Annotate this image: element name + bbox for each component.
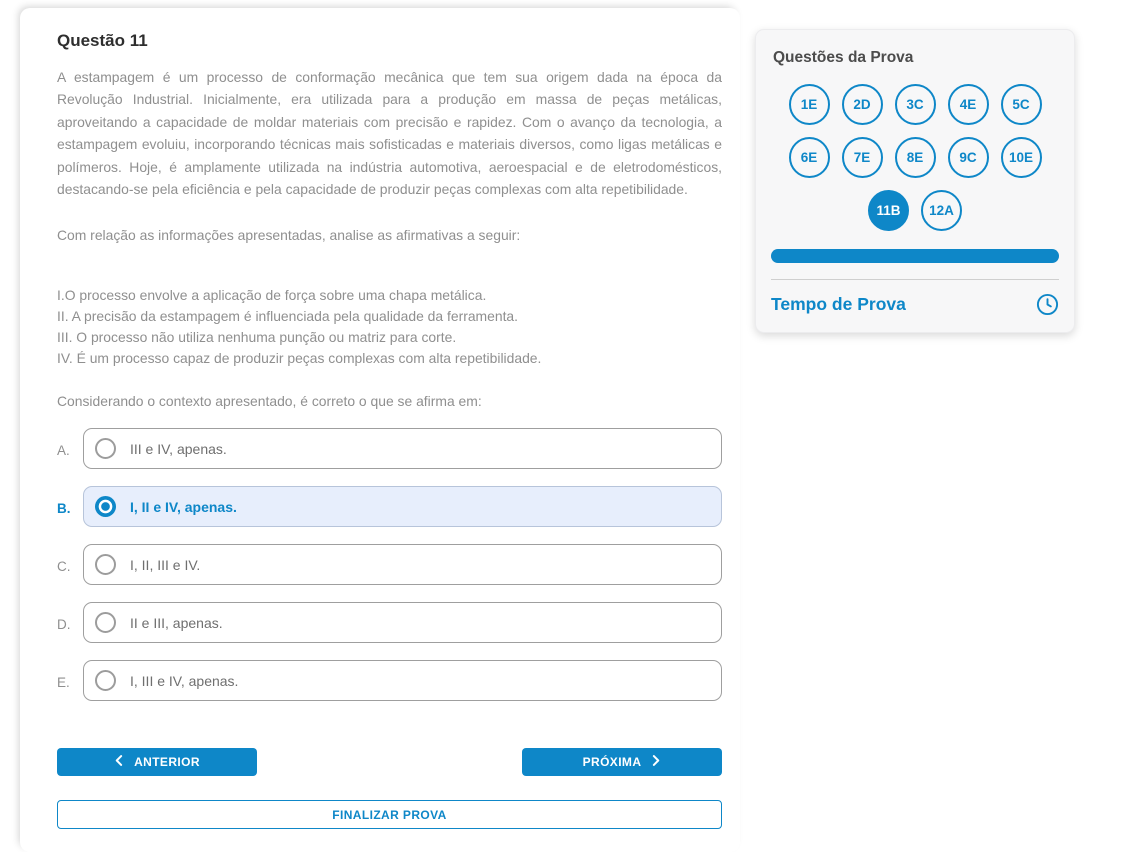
option-text: I, III e IV, apenas. [130, 672, 239, 689]
question-badge-1[interactable]: 1E [789, 84, 830, 125]
answer-options [57, 428, 722, 701]
radio-icon[interactable] [95, 670, 116, 691]
question-title: Questão 11 [57, 31, 148, 50]
option-text: I, II e IV, apenas. [130, 498, 237, 515]
question-badge-7[interactable]: 7E [842, 137, 883, 178]
question-badge-8[interactable]: 8E [895, 137, 936, 178]
question-badge-9[interactable]: 9C [948, 137, 989, 178]
option-row-a [57, 428, 722, 469]
option-letter: D. [57, 617, 71, 633]
option-letter: E. [57, 675, 70, 691]
option-c[interactable] [83, 544, 722, 585]
question-badge-12[interactable]: 12A [921, 190, 962, 231]
option-e[interactable] [83, 660, 722, 701]
question-badge-grid [779, 84, 1051, 231]
option-letter: B. [57, 501, 71, 517]
progress-fill [771, 249, 1059, 263]
question-instruction-answer: Considerando o contexto apresentado, é correto o que se afirma em: [57, 393, 482, 410]
option-b[interactable] [83, 486, 722, 527]
option-d[interactable] [83, 602, 722, 643]
next-button-label: PRÓXIMA [582, 755, 642, 770]
exam-sidebar [755, 29, 1075, 333]
radio-icon[interactable] [95, 612, 116, 633]
statement-iii: III. O processo não utiliza nenhuma punção ou matriz para corte. [57, 329, 457, 346]
option-letter: C. [57, 559, 71, 575]
option-letter: A. [57, 443, 70, 459]
question-panel [20, 8, 740, 852]
question-badge-10[interactable]: 10E [1001, 137, 1042, 178]
clock-icon[interactable] [1036, 293, 1059, 316]
next-button[interactable] [522, 748, 722, 776]
chevron-left-icon [114, 755, 125, 769]
option-text: I, II, III e IV. [130, 556, 201, 573]
statement-list [57, 285, 722, 369]
radio-icon[interactable] [95, 496, 116, 517]
statement-i: I.O processo envolve a aplicação de força sobre uma chapa metálica. [57, 287, 487, 304]
statement-iv: IV. É um processo capaz de produzir peças complexas com alta repetibilidade. [57, 350, 542, 367]
question-body: A estampagem é um processo de conformação mecânica que tem sua origem dada na época da Revolução Industrial. Inicialmente, era utilizada para a produção em massa de peças metálicas, aproveitando a capacidade de moldar materiais com precisão e rapidez. Com o avanço da tecnologia, a estampagem evoluiu, incorporando técnicas mais sofisticadas e materiais diversos, como ligas metálicas e polímeros. Hoje, é amplamente utilizada na indústria automotiva, aeroespacial e de eletrodomésticos, destacando-se pela eficiência e pela capacidade de produzir peças complexas com alta repetibilidade. [57, 69, 722, 198]
question-badge-3[interactable]: 3C [895, 84, 936, 125]
option-text: II e III, apenas. [130, 614, 223, 631]
navigation-buttons [57, 748, 722, 776]
sidebar-divider [771, 279, 1059, 280]
option-row-b [57, 486, 722, 527]
radio-icon[interactable] [95, 438, 116, 459]
statement-ii: II. A precisão da estampagem é influenciada pela qualidade da ferramenta. [57, 308, 519, 325]
question-instruction-analyse: Com relação as informações apresentadas, analise as afirmativas a seguir: [57, 227, 521, 244]
progress-bar [771, 249, 1059, 263]
question-badge-11[interactable]: 11B [868, 190, 909, 231]
question-badge-2[interactable]: 2D [842, 84, 883, 125]
timer-label: Tempo de Prova [771, 294, 906, 314]
sidebar-title: Questões da Prova [773, 49, 914, 66]
question-badge-5[interactable]: 5C [1001, 84, 1042, 125]
previous-button[interactable] [57, 748, 257, 776]
finish-exam-button[interactable]: FINALIZAR PROVA [57, 800, 722, 829]
option-row-e [57, 660, 722, 701]
option-a[interactable] [83, 428, 722, 469]
question-badge-6[interactable]: 6E [789, 137, 830, 178]
option-row-d [57, 602, 722, 643]
option-row-c [57, 544, 722, 585]
radio-icon[interactable] [95, 554, 116, 575]
question-badge-4[interactable]: 4E [948, 84, 989, 125]
chevron-right-icon [650, 755, 661, 769]
previous-button-label: ANTERIOR [134, 755, 200, 770]
timer-row [771, 293, 1059, 316]
option-text: III e IV, apenas. [130, 440, 227, 457]
